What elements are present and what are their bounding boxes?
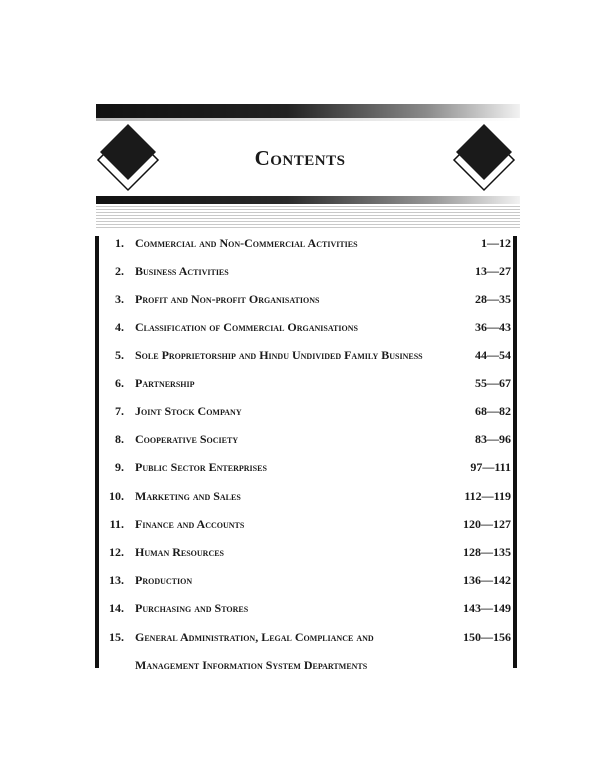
entry-number: 2. [115, 264, 124, 278]
entry-title: Purchasing and Stores [135, 601, 249, 615]
entry-pages: 68—82 [475, 404, 511, 418]
entry-title: Marketing and Sales [135, 489, 241, 503]
entry-number: 8. [115, 432, 124, 446]
entry-pages: 97—111 [470, 460, 511, 474]
entry-pages: 120—127 [463, 517, 511, 531]
entry-title: Public Sector Enterprises [135, 460, 267, 474]
toc-entry[interactable] [0, 460, 600, 482]
entry-pages: 55—67 [475, 376, 511, 390]
header-bar-shadow [96, 118, 520, 121]
entry-pages: 150—156 [463, 630, 511, 644]
toc-entry[interactable] [0, 517, 600, 539]
entry-number: 10. [109, 489, 124, 503]
entry-pages: 44—54 [475, 348, 511, 362]
toc-entry[interactable] [0, 404, 600, 426]
toc-entry[interactable] [0, 601, 600, 623]
entry-title: Commercial and Non-Commercial Activities [135, 236, 358, 250]
toc-entry[interactable] [0, 489, 600, 511]
toc-entry[interactable] [0, 573, 600, 595]
entry-title: Joint Stock Company [135, 404, 242, 418]
page-title: Contents [254, 146, 346, 170]
entry-pages: 128—135 [463, 545, 511, 559]
entry-number: 6. [115, 376, 124, 390]
toc-entry[interactable] [0, 348, 600, 370]
entry-number: 15. [109, 630, 124, 644]
entry-number: 3. [115, 292, 124, 306]
entry-title: Profit and Non-profit Organisations [135, 292, 320, 306]
entry-pages: 136—142 [463, 573, 511, 587]
toc-entry[interactable] [0, 292, 600, 314]
toc-entry[interactable] [0, 432, 600, 454]
entry-number: 11. [109, 517, 124, 531]
toc-entry[interactable] [0, 320, 600, 342]
entry-title: Business Activities [135, 264, 229, 278]
entry-pages: 36—43 [475, 320, 511, 334]
entry-pages: 1—12 [481, 236, 511, 250]
entry-number: 4. [115, 320, 124, 334]
toc-entry[interactable] [0, 264, 600, 286]
toc-entry[interactable] [0, 630, 600, 678]
entry-title: Human Resources [135, 545, 225, 559]
toc-entry[interactable] [0, 236, 600, 258]
entry-title-continued: Management Information System Departments [135, 658, 368, 672]
toc-entry[interactable] [0, 545, 600, 567]
entry-pages: 112—119 [464, 489, 511, 503]
entry-number: 14. [109, 601, 124, 615]
header-top-bar [96, 104, 520, 118]
entry-number: 1. [115, 236, 124, 250]
entry-title: General Administration, Legal Compliance and [135, 630, 374, 644]
entry-title: Classification of Commercial Organisations [135, 320, 358, 334]
entry-number: 5. [115, 348, 124, 362]
entry-number: 13. [109, 573, 124, 587]
entry-title: Sole Proprietorship and Hindu Undivided Family Business [135, 348, 423, 362]
header-bottom-bar [96, 196, 520, 204]
header-stripes [96, 206, 520, 228]
entry-number: 12. [109, 545, 124, 559]
entry-number: 9. [115, 460, 124, 474]
toc-entry[interactable] [0, 376, 600, 398]
entry-title: Production [135, 573, 193, 587]
entry-title: Finance and Accounts [135, 517, 245, 531]
entry-pages: 143—149 [463, 601, 511, 615]
entry-pages: 28—35 [475, 292, 511, 306]
entry-pages: 83—96 [475, 432, 511, 446]
entry-title: Partnership [135, 376, 195, 390]
entry-title: Cooperative Society [135, 432, 239, 446]
entry-pages: 13—27 [475, 264, 511, 278]
entry-number: 7. [115, 404, 124, 418]
